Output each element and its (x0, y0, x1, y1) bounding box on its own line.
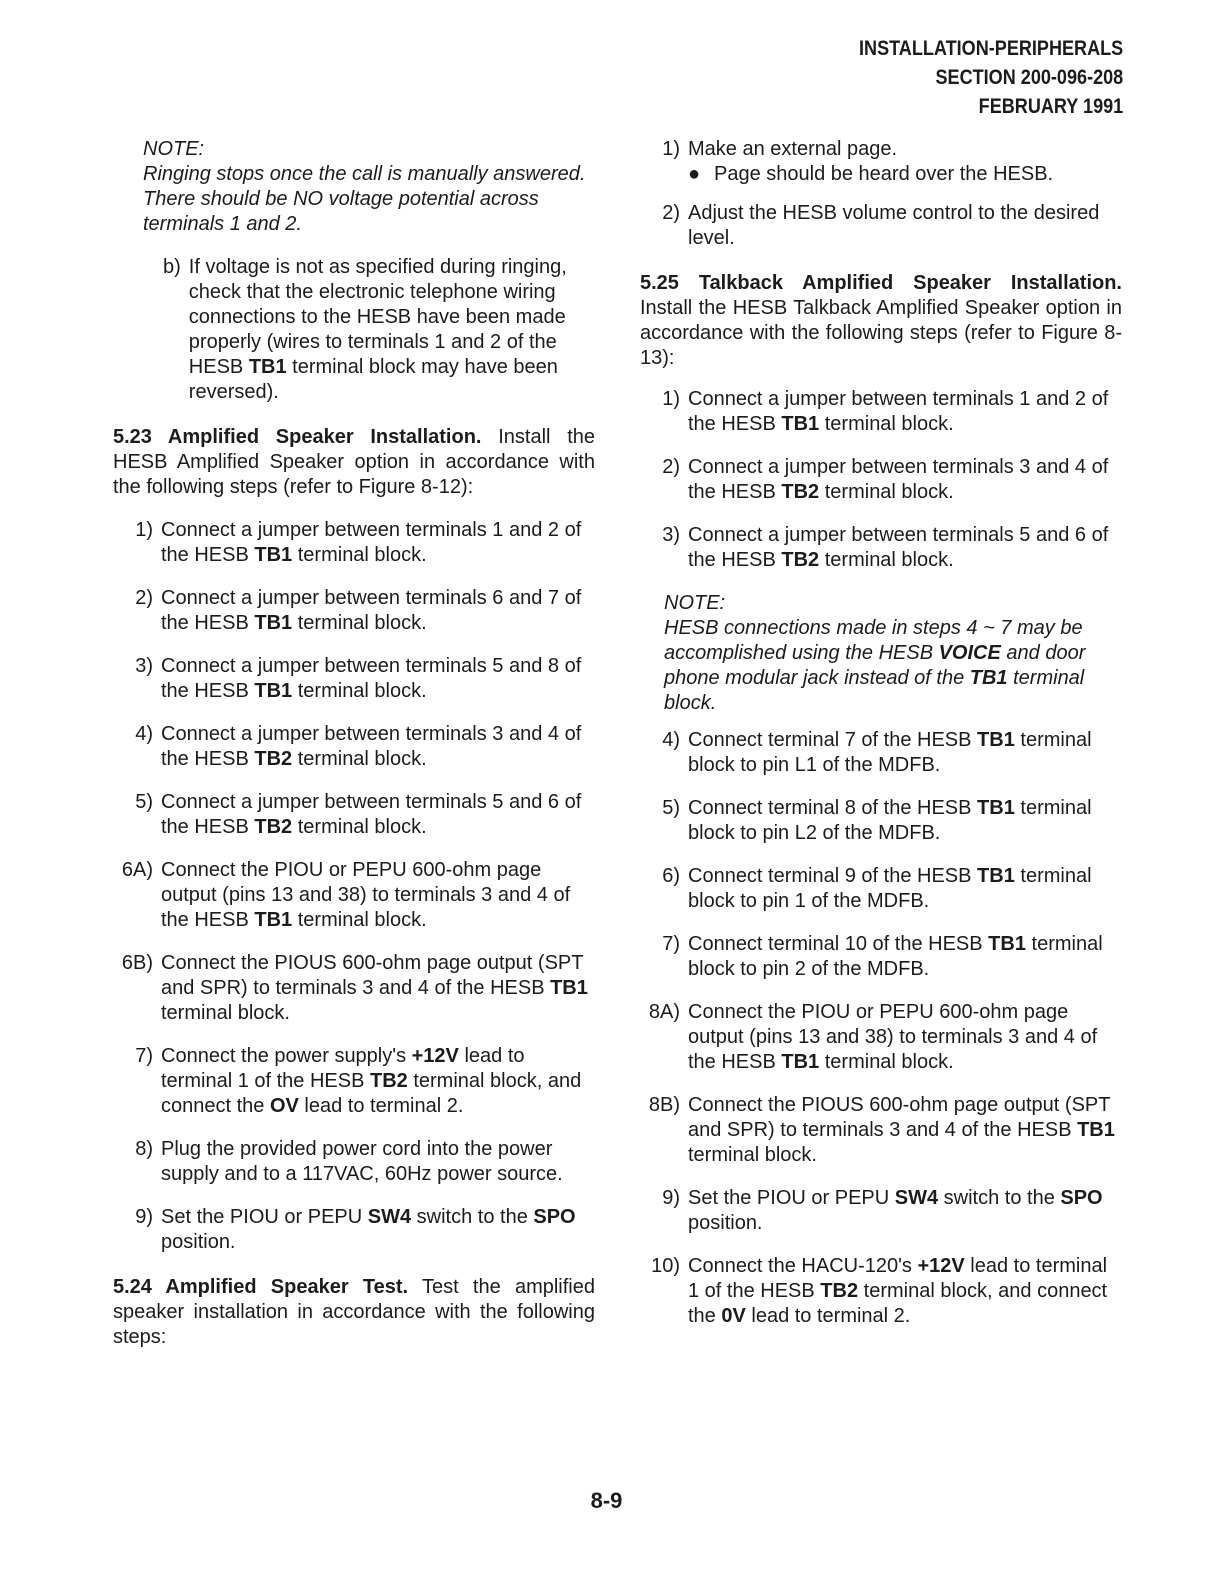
step-number: 2) (662, 456, 680, 478)
section-heading: 5.25 Talkback Amplified Speaker Installation. (640, 272, 1122, 294)
step-number: 1) (662, 138, 680, 160)
section-5-24 (113, 1275, 595, 1350)
step-text: If voltage is not as specified during ringing, check that the electronic telephone wiring connections to the HESB have been made properly (wires to terminals 1 and 2 of the HESB (188, 256, 567, 378)
section-text: Install the HESB Talkback Amplified Speaker option in accordance with the following steps (refer to Figure 8-13): (640, 297, 1122, 369)
step-item (640, 387, 1122, 437)
section-heading: 5.24 Amplified Speaker Test. (113, 1276, 409, 1298)
page-header (859, 34, 1123, 121)
step-text: Connect the PIOUS 600-ohm page output (SPT and SPR) to terminals 3 and 4 of the HESB TB1 terminal block. (688, 1094, 1115, 1166)
step-text: Plug the provided power cord into the power supply and to a 117VAC, 60Hz power source. (161, 1138, 563, 1185)
note-label: NOTE: (664, 592, 726, 614)
section-5-25 (640, 271, 1122, 371)
step-number: 6A) (121, 859, 153, 881)
step-item (640, 932, 1122, 982)
step-b (163, 255, 595, 405)
step-number: 5) (662, 797, 680, 819)
step-number: 2) (135, 587, 153, 609)
note-ringing (143, 137, 595, 237)
step-text: Connect a jumper between terminals 6 and 7 of the HESB TB1 terminal block. (161, 587, 582, 634)
step-number: 6B) (121, 952, 153, 974)
header-title: INSTALLATION-PERIPHERALS (858, 37, 1123, 60)
step-item (113, 518, 595, 568)
step-9: 9) Set the PIOU or PEPU SW4 switch to the SPO position. (640, 1186, 1122, 1236)
step-item (640, 523, 1122, 573)
step-text: Connect terminal 10 of the HESB TB1 terminal block to pin 2 of the MDFB. (688, 933, 1103, 980)
section-5-23 (113, 425, 595, 500)
step-text: Connect the PIOU or PEPU 600-ohm page output (pins 13 and 38) to terminals 3 and 4 of the HESB TB1 terminal block. (688, 1001, 1098, 1073)
step-number: 7) (662, 933, 680, 955)
step-item (113, 951, 595, 1026)
page-number: 8-9 (590, 1488, 623, 1513)
step-number: 4) (135, 723, 153, 745)
step-number: 6) (662, 865, 680, 887)
step-item (640, 1093, 1122, 1168)
step-number: 3) (135, 655, 153, 677)
step-item (640, 455, 1122, 505)
step-text: Connect a jumper between terminals 3 and 4 of the HESB TB2 terminal block. (161, 723, 582, 770)
step-text: Connect a jumper between terminals 1 and 2 of the HESB TB1 terminal block. (161, 519, 582, 566)
bullet-icon: ● (688, 163, 701, 185)
step-number: 8B) (648, 1094, 680, 1116)
section-text: Test the amplified speaker installation in accordance with the following steps: (113, 1276, 595, 1348)
header-date: FEBRUARY 1991 (978, 95, 1123, 118)
right-column (640, 137, 1122, 1347)
step-text: Connect a jumper between terminals 5 and 8 of the HESB TB1 terminal block. (161, 655, 582, 702)
header-section: SECTION 200-096-208 (935, 66, 1123, 89)
step-text: terminal block may have been reversed). (188, 356, 558, 403)
step-number: 9) (662, 1187, 680, 1209)
step-number: 10) (651, 1255, 680, 1277)
right-steps-list-b (640, 728, 1122, 1168)
step-text: Connect a jumper between terminals 3 and 4 of the HESB TB2 terminal block. (688, 456, 1109, 503)
section-heading: 5.23 Amplified Speaker Installation. (113, 426, 482, 448)
step-text: Connect a jumper between terminals 1 and 2 of the HESB TB1 terminal block. (688, 388, 1109, 435)
step-bold: TB1 (248, 356, 287, 378)
step-text: Connect terminal 7 of the HESB TB1 terminal block to pin L1 of the MDFB. (688, 729, 1092, 776)
bullet-item (688, 162, 1122, 187)
step-text: Connect terminal 8 of the HESB TB1 terminal block to pin L2 of the MDFB. (688, 797, 1092, 844)
step-item (113, 654, 595, 704)
step-number: 2) (662, 202, 680, 224)
step-10: 10) Connect the HACU-120's +12V lead to terminal 1 of the HESB TB2 terminal block, and connect the 0V lead to terminal 2. (640, 1254, 1122, 1329)
step-text: Adjust the HESB volume control to the desired level. (688, 202, 1100, 249)
step-8 (113, 1137, 595, 1187)
step-item (640, 1000, 1122, 1075)
step-item (640, 796, 1122, 846)
step-text: Connect a jumper between terminals 5 and 6 of the HESB TB2 terminal block. (161, 791, 582, 838)
step-number: 3) (662, 524, 680, 546)
step-text: Connect the PIOUS 600-ohm page output (SPT and SPR) to terminals 3 and 4 of the HESB TB1 terminal block. (161, 952, 588, 1024)
step-item (113, 790, 595, 840)
step-number: 1) (135, 519, 153, 541)
step-number: 7) (135, 1045, 153, 1067)
step-item (640, 864, 1122, 914)
step-number: b) (163, 256, 181, 278)
note-text: Ringing stops once the call is manually answered. There should be NO voltage potential across terminals 1 and 2. (143, 163, 586, 235)
step-number: 4) (662, 729, 680, 751)
step-text: Connect terminal 9 of the HESB TB1 terminal block to pin 1 of the MDFB. (688, 865, 1092, 912)
left-steps-list (113, 518, 595, 1026)
note-hesb-connections: NOTE: HESB connections made in steps 4 ~ 7 may be accomplished using the HESB VOICE and door phone modular jack instead of the TB1 terminal block. (664, 591, 1122, 716)
test-step-2 (640, 201, 1122, 251)
step-text: Make an external page. (688, 138, 898, 160)
step-item (640, 728, 1122, 778)
section-text: Install the HESB Amplified Speaker option in accordance with the following steps (refer to Figure 8-12): (113, 426, 595, 498)
test-step-1 (640, 137, 1122, 187)
step-text: Connect a jumper between terminals 5 and 6 of the HESB TB2 terminal block. (688, 524, 1109, 571)
bullet-text: Page should be heard over the HESB. (714, 163, 1054, 185)
step-item (113, 586, 595, 636)
step-text: Connect the PIOU or PEPU 600-ohm page output (pins 13 and 38) to terminals 3 and 4 of the HESB TB1 terminal block. (161, 859, 571, 931)
right-steps-list-a (640, 387, 1122, 573)
step-9: 9) Set the PIOU or PEPU SW4 switch to the SPO position. (113, 1205, 595, 1255)
step-7: 7) Connect the power supply's +12V lead to terminal 1 of the HESB TB2 terminal block, and connect the OV lead to terminal 2. (113, 1044, 595, 1119)
step-number: 8) (135, 1138, 153, 1160)
step-number: 8A) (648, 1001, 680, 1023)
step-number: 5) (135, 791, 153, 813)
left-column (113, 137, 595, 1350)
step-item (113, 858, 595, 933)
step-number: 1) (662, 388, 680, 410)
step-number: 9) (135, 1206, 153, 1228)
step-item (113, 722, 595, 772)
note-label: NOTE: (143, 138, 205, 160)
